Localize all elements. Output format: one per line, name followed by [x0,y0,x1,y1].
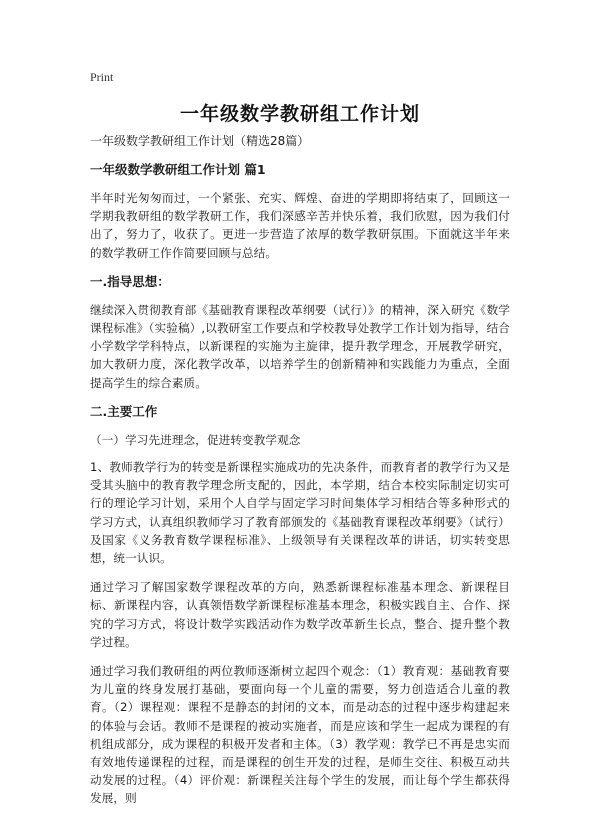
paragraph-four-concepts: 通过学习我们教研组的两位教师逐渐树立起四个观念：（1）教育观：基础教育要为儿童的终身发展打基础，要面向每一个儿童的需要，努力创造适合儿童的教育。（2）课程观：课程不是静态的封闭的文本，而是动态的过程中逐步构建起来的体验与会话。教师不是课程的被动实施者，而是应该和学生一起成为课程的有机组成部分，成为课程的积极开发者和主体。（3）教学观：教学已不再是忠实而有效地传递课程的过程，而是课程的创生开发的过程，是师生交往、积极互动共动发展的过程。（4）评价观：新课程关注每个学生的发展，而让每个学生都获得发展，则 [90,664,510,806]
print-label: Print [90,70,114,84]
paragraph-guiding-thought: 继续深入贯彻教育部《基础教育课程改革纲要（试行）》的精神，深入研究《数学课程标准》（实验稿）,以教研室工作要点和学校教导处教学工作计划为指导，结合小学数学学科特点，以新课程的实施为主旋律，提升教学理念，开展教学研究，加大教研力度，深化教学改革，以培养学生的创新精神和实践能力为重点，全面提高学生的综合素质。 [90,302,510,390]
document-title: 一年级数学教研组工作计划 [179,103,420,125]
section-heading-article-1: 一年级数学教研组工作计划 篇1 [90,162,266,177]
section-heading-guiding-thought: 一.指导思想： [90,273,170,289]
sub-heading-learning: （一）学习先进理念，促进转变教学观念 [90,432,301,447]
paragraph-teacher-behavior: 1、教师教学行为的转变是新课程实施成功的先决条件，而教育者的教学行为又是受其头脑中的教育教学理念所支配的，因此，本学期，结合本校实际制定切实可行的理论学习计划，采用个人自学与固定学习时间集体学习相结合等多种形式的学习方式，认真组织教师学习了教育部颁发的《基础教育课程改革纲要》（试行）及国家《义务教育数学课程标准》、上级领导有关课程改革的讲话，切实转变思想，统一认识。 [90,460,510,566]
document-subtitle: 一年级数学教研组工作计划（精选28篇） [90,134,310,148]
paragraph-curriculum-direction: 通过学习了解国家数学课程改革的方向，熟悉新课程标准基本理念、新课程目标、新课程内容，认真领悟数学新课程标准基本理念，积极实践自主、合作、探究的学习方式，将设计数学实践活动作为数学改革新生长点，整合、提升整个教学过程。 [90,580,510,649]
section-heading-main-work: 二.主要工作 [90,403,158,419]
document-body [90,132,510,819]
paragraph-intro: 半年时光匆匆而过，一个紧张、充实、辉煌、奋进的学期即将结束了，回顾这一学期我教研组的数学教研工作，我们深感辛苦并快乐着，我们欣慰，因为我们付出了，努力了，收获了。更进一步营造了浓厚的数学教研氛围。下面就这半年来的数学教研工作作简要回顾与总结。 [90,191,510,260]
